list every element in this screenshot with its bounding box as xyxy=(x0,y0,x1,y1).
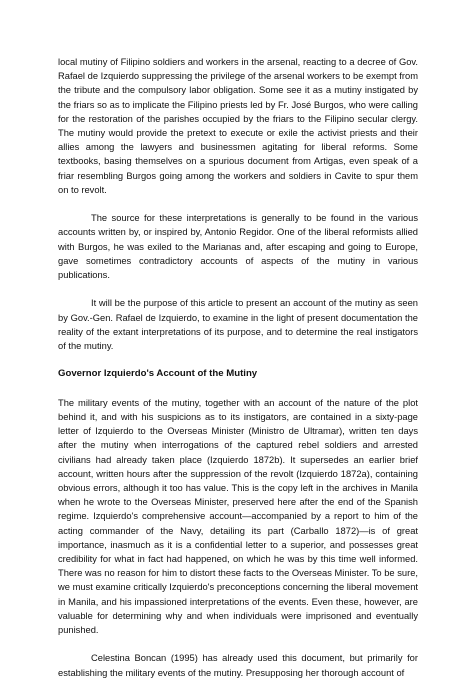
section-heading: Governor Izquierdo's Account of the Mutiny xyxy=(58,368,258,380)
paragraph-boncan: Celestina Boncan (1995) has already used this document, but primarily for establishing the military events of the mutiny. Presupposing her thorough account of xyxy=(58,653,418,678)
paragraph-sources-regidor: The source for these interpretations is generally to be found in the various accounts written by, or inspired by, Antonio Regidor. One of the liberal reformists allied with Burgos, he was exiled to the Marianas and, after escaping and going to Europe, gave sometimes contradictory accounts of aspects of the mutiny in various publications. xyxy=(58,213,418,281)
paragraph-article-purpose: It will be the purpose of this article to present an account of the mutiny as seen by Gov.-Gen. Rafael de Izquierdo, to examine in the light of present documentation the reality of the extant interpretations of its purpose, and to determine the real instigators of the mutiny. xyxy=(58,298,418,352)
paragraph-intro-mutiny: local mutiny of Filipino soldiers and workers in the arsenal, reacting to a decree of Gov. Rafael de Izquierdo suppressing the privilege of the arsenal workers to be exempt from the tribute and the compulsory labor obligation. Some see it as a mutiny instigated by the friars so as to implicate the Filipino priests led by Fr. José Burgos, who were calling for the restoration of the parishes occupied by the friars to the Filipino secular clergy. The mutiny would provide the pretext to execute or exile the activist priests and their allies among the lawyers and businessmen agitating for liberal reforms. Some textbooks, basing themselves on a spurious document from Artigas, even speak of a friar resembling Burgos going among the workers and soldiers in Cavite to spur them on to revolt. xyxy=(58,57,418,195)
document-page xyxy=(58,55,418,680)
paragraph-izquierdo-account: The military events of the mutiny, together with an account of the nature of the plot behind it, and with his suspicions as to its instigators, are contained in a sixty-page letter of Izquierdo to the Overseas Minister (Ministro de Ultramar), written ten days after the mutiny when interrogations of the captured rebel soldiers and arrested civilians had already taken place (Izquierdo 1872b). It supersedes an earlier brief account, written hours after the suppression of the revolt (Izquierdo 1872a), containing obvious errors, although it too has value. This is the copy left in the archives in Manila when he wrote to the Overseas Minister, preserved here after the end of the Spanish regime. Izquierdo's comprehensive account—accompanied by a report to him of the acting commander of the Navy, detailing its part (Carballo 1872)—is of great importance, inasmuch as it is a confidential letter to a superior, and possesses great credibility for what in fact had happened, on which he was by this time well informed. There was no reason for him to distort these facts to the Overseas Minister. To be sure, we must examine critically Izquierdo's preconceptions concerning the liberal movement in Manila, and his impassioned interpretations of the events. Even these, however, are valuable for determining why and when individuals were imprisoned and eventually punished. xyxy=(58,397,418,636)
